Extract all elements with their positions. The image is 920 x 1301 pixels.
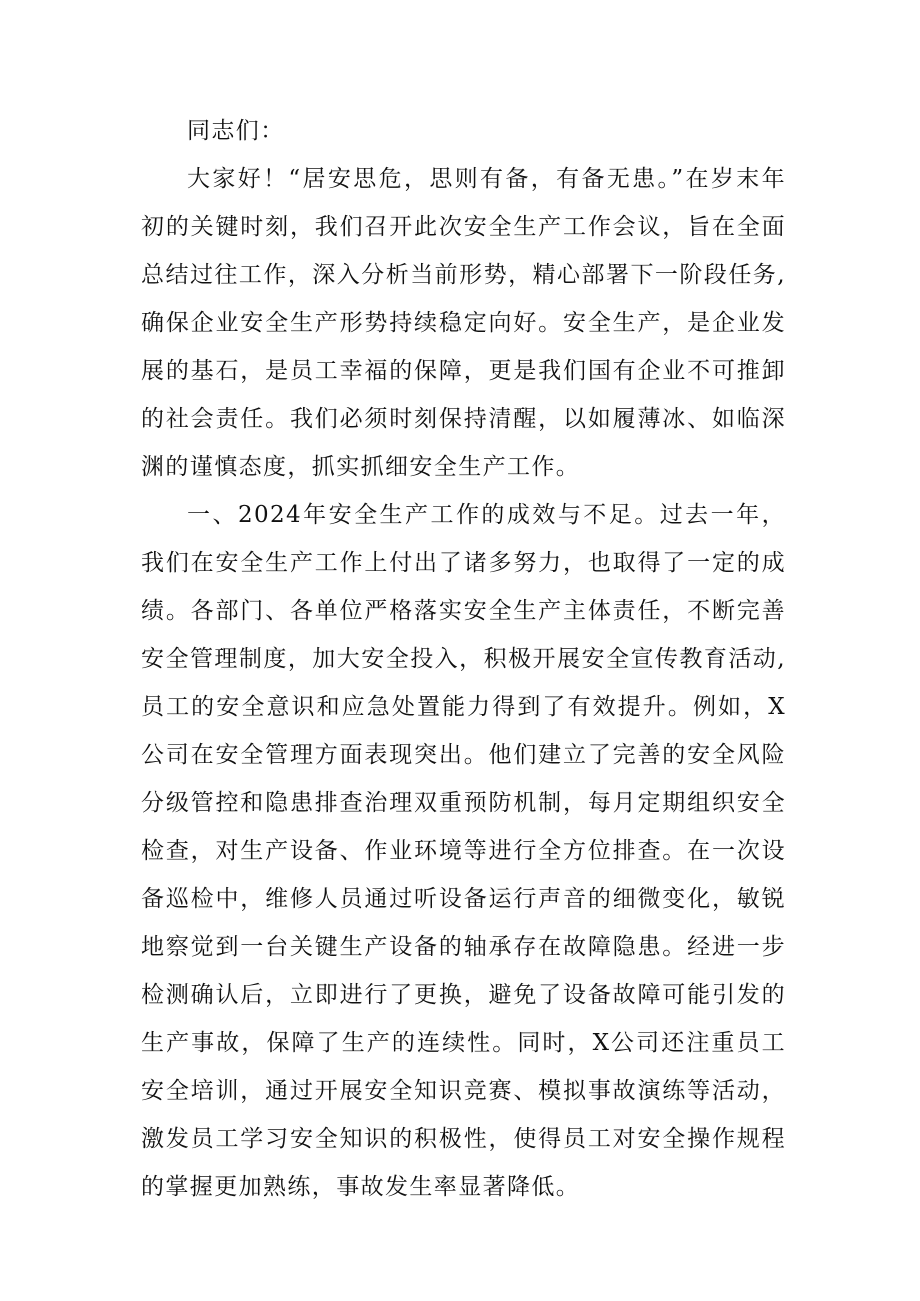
paragraph-section-one: 一、2024年安全生产工作的成效与不足。过去一年，我们在安全生产工作上付出了诸多努力，也取得了一定的成绩。各部门、各单位严格落实安全生产主体责任，不断完善安全管理制度，加大安全投入，积极开展安全宣传教育活动,员工的安全意识和应急处置能力得到了有效提升。例如，X公司在安全管理方面表现突出。他们建立了完善的安全风险分级管控和隐患排查治理双重预防机制，每月定期组织安全检查，对生产设备、作业环境等进行全方位排查。在一次设备巡检中，维修人员通过听设备运行声音的细微变化，敏锐地察觉到一台关键生产设备的轴承存在故障隐患。经进一步检测确认后，立即进行了更换，避免了设备故障可能引发的生产事故，保障了生产的连续性。同时，X公司还注重员工安全培训，通过开展安全知识竞赛、模拟事故演练等活动，激发员工学习安全知识的积极性，使得员工对安全操作规程的掌握更加熟练，事故发生率显著降低。 bbox=[141, 502, 786, 1200]
salutation: 同志们： bbox=[187, 118, 285, 144]
paragraph-opening: 大家好！“居安思危，思则有备，有备无患。”在岁末年初的关键时刻，我们召开此次安全生产工作会议，旨在全面总结过往工作，深入分析当前形势，精心部署下一阶段任务,确保企业安全生产形势持续稳定向好。安全生产，是企业发展的基石，是员工幸福的保障，更是我们国有企业不可推卸的社会责任。我们必须时刻保持清醒，以如履薄冰、如临深渊的谨慎态度，抓实抓细安全生产工作。 bbox=[141, 166, 786, 480]
document-body bbox=[141, 107, 786, 1211]
